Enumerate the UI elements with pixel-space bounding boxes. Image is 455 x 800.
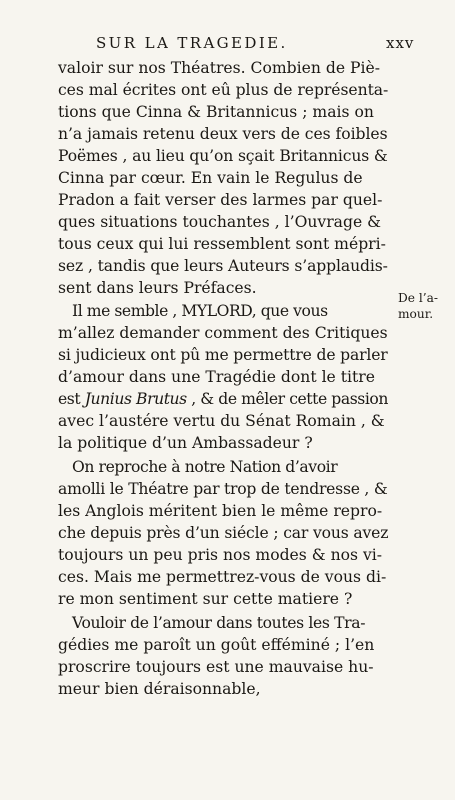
paragraph-first-line: On reproche à notre Nation d’avoir — [72, 458, 338, 476]
text-line: d’amour dans une Tragédie dont le titre — [58, 368, 375, 386]
text-line: les Anglois méritent bien le même repro- — [58, 502, 383, 520]
text-line: m’allez demander comment des Critiques — [58, 324, 388, 342]
text-line: toujours un peu pris nos modes & nos vi- — [58, 546, 383, 564]
text-fragment: est — [58, 390, 85, 408]
text-line: Pradon a fait verser des larmes par quel- — [58, 191, 383, 209]
italic-title: Junius Brutus — [84, 390, 187, 408]
text-line: sez , tandis que leurs Auteurs s’applaudis- — [58, 257, 388, 275]
text-line: la politique d’un Ambassadeur ? — [58, 434, 313, 452]
margin-note — [398, 290, 450, 322]
text-line: avec l’austére vertu du Sénat Romain , & — [58, 412, 385, 430]
running-title: SUR LA TRAGEDIE. — [96, 34, 288, 52]
text-line: gédies me paroît un goût efféminé ; l’en — [58, 636, 375, 654]
text-line-with-italic — [58, 388, 388, 410]
running-header — [0, 34, 455, 56]
text-line: tous ceux qui lui ressemblent sont mépri- — [58, 235, 386, 253]
text-line: sent dans leurs Préfaces. — [58, 279, 257, 297]
text-line: amolli le Théatre par trop de tendresse , & — [58, 480, 388, 498]
text-line: si judicieux ont pû me permettre de parler — [58, 346, 388, 364]
paragraph-first-line: Il me semble , MYLORD, que vous — [72, 302, 328, 320]
margin-note-line: De l’a- — [398, 291, 439, 305]
text-line: Cinna par cœur. En vain le Regulus de — [58, 169, 363, 187]
text-line: ces. Mais me permettrez-vous de vous di- — [58, 568, 387, 586]
page-number: xxv — [386, 34, 415, 52]
text-fragment: , & de mêler cette passion — [186, 390, 388, 408]
margin-note-line: mour. — [398, 307, 434, 321]
text-line: valoir sur nos Théatres. Combien de Piè- — [58, 59, 381, 77]
text-line: proscrire toujours est une mauvaise hu- — [58, 658, 374, 676]
text-line: meur bien déraisonnable, — [58, 680, 261, 698]
text-line: ques situations touchantes , l’Ouvrage & — [58, 213, 382, 231]
text-line: ces mal écrites ont eû plus de représenta- — [58, 81, 389, 99]
text-line: tions que Cinna & Britannicus ; mais on — [58, 103, 374, 121]
paragraph-first-line: Vouloir de l’amour dans toutes les Tra- — [72, 614, 366, 632]
text-line: Poëmes , au lieu qu’on sçait Britannicus & — [58, 147, 388, 165]
text-line: n’a jamais retenu deux vers de ces foibles — [58, 125, 388, 143]
text-line: che depuis près d’un siécle ; car vous avez — [58, 524, 389, 542]
text-line: re mon sentiment sur cette matiere ? — [58, 590, 353, 608]
